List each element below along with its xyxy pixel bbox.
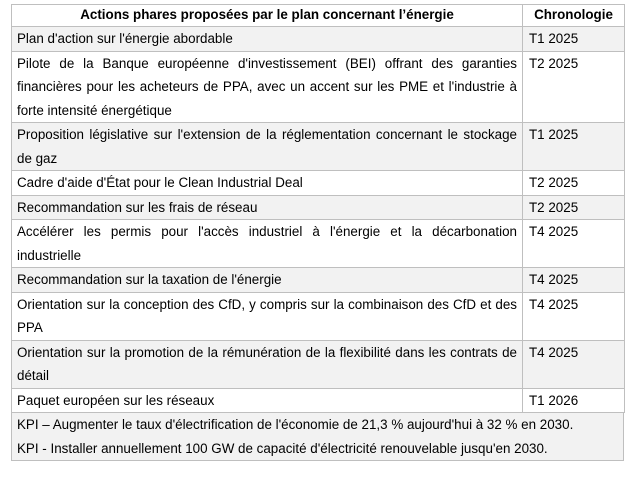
timeline-cell: T2 2025 [523, 171, 625, 196]
action-cell: Accélérer les permis pour l'accès industriel à l'énergie et la décarbonation industrielle [12, 220, 523, 268]
action-cell: Orientation sur la conception des CfD, y compris sur la combinaison des CfD et des PPA [12, 292, 523, 340]
timeline-cell: T1 2025 [523, 123, 625, 171]
action-cell: Recommandation sur la taxation de l'énergie [12, 268, 523, 293]
timeline-cell: T4 2025 [523, 340, 625, 388]
action-cell: Proposition législative sur l'extension de la réglementation concernant le stockage de gaz [12, 123, 523, 171]
table-row [12, 171, 625, 196]
table-row [12, 51, 625, 123]
action-cell: Pilote de la Banque européenne d'investissement (BEI) offrant des garanties financières pour les acheteurs de PPA, avec un accent sur les PME et l'industrie à forte intensité énergétique [12, 51, 523, 123]
table-row [12, 220, 625, 268]
action-cell: Orientation sur la promotion de la rémunération de la flexibilité dans les contrats de détail [12, 340, 523, 388]
table-row [12, 123, 625, 171]
timeline-cell: T1 2026 [523, 388, 625, 413]
header-timeline: Chronologie [523, 5, 625, 27]
timeline-cell: T4 2025 [523, 268, 625, 293]
kpi-renewables: KPI - Installer annuellement 100 GW de capacité d'électricité renouvelable jusqu'en 2030. [17, 440, 548, 456]
timeline-cell: T1 2025 [523, 27, 625, 52]
timeline-cell: T2 2025 [523, 195, 625, 220]
table-row [12, 27, 625, 52]
table-row [12, 268, 625, 293]
table-row [12, 292, 625, 340]
header-action: Actions phares proposées par le plan concernant l’énergie [12, 5, 523, 27]
action-cell: Paquet européen sur les réseaux [12, 388, 523, 413]
table-row [12, 340, 625, 388]
energy-actions-table [11, 4, 625, 413]
timeline-cell: T4 2025 [523, 220, 625, 268]
action-cell: Plan d'action sur l'énergie abordable [12, 27, 523, 52]
timeline-cell: T2 2025 [523, 51, 625, 123]
table-row [12, 195, 625, 220]
kpi-electrification: KPI – Augmenter le taux d'électrification de l'économie de 21,3 % aujourd'hui à 32 % en 2030. [17, 417, 574, 432]
kpi-box [11, 413, 624, 461]
timeline-cell: T4 2025 [523, 292, 625, 340]
action-cell: Cadre d'aide d'État pour le Clean Industrial Deal [12, 171, 523, 196]
table-row [12, 388, 625, 413]
action-cell: Recommandation sur les frais de réseau [12, 195, 523, 220]
energy-actions-document [11, 4, 624, 461]
table-header-row [12, 5, 625, 27]
